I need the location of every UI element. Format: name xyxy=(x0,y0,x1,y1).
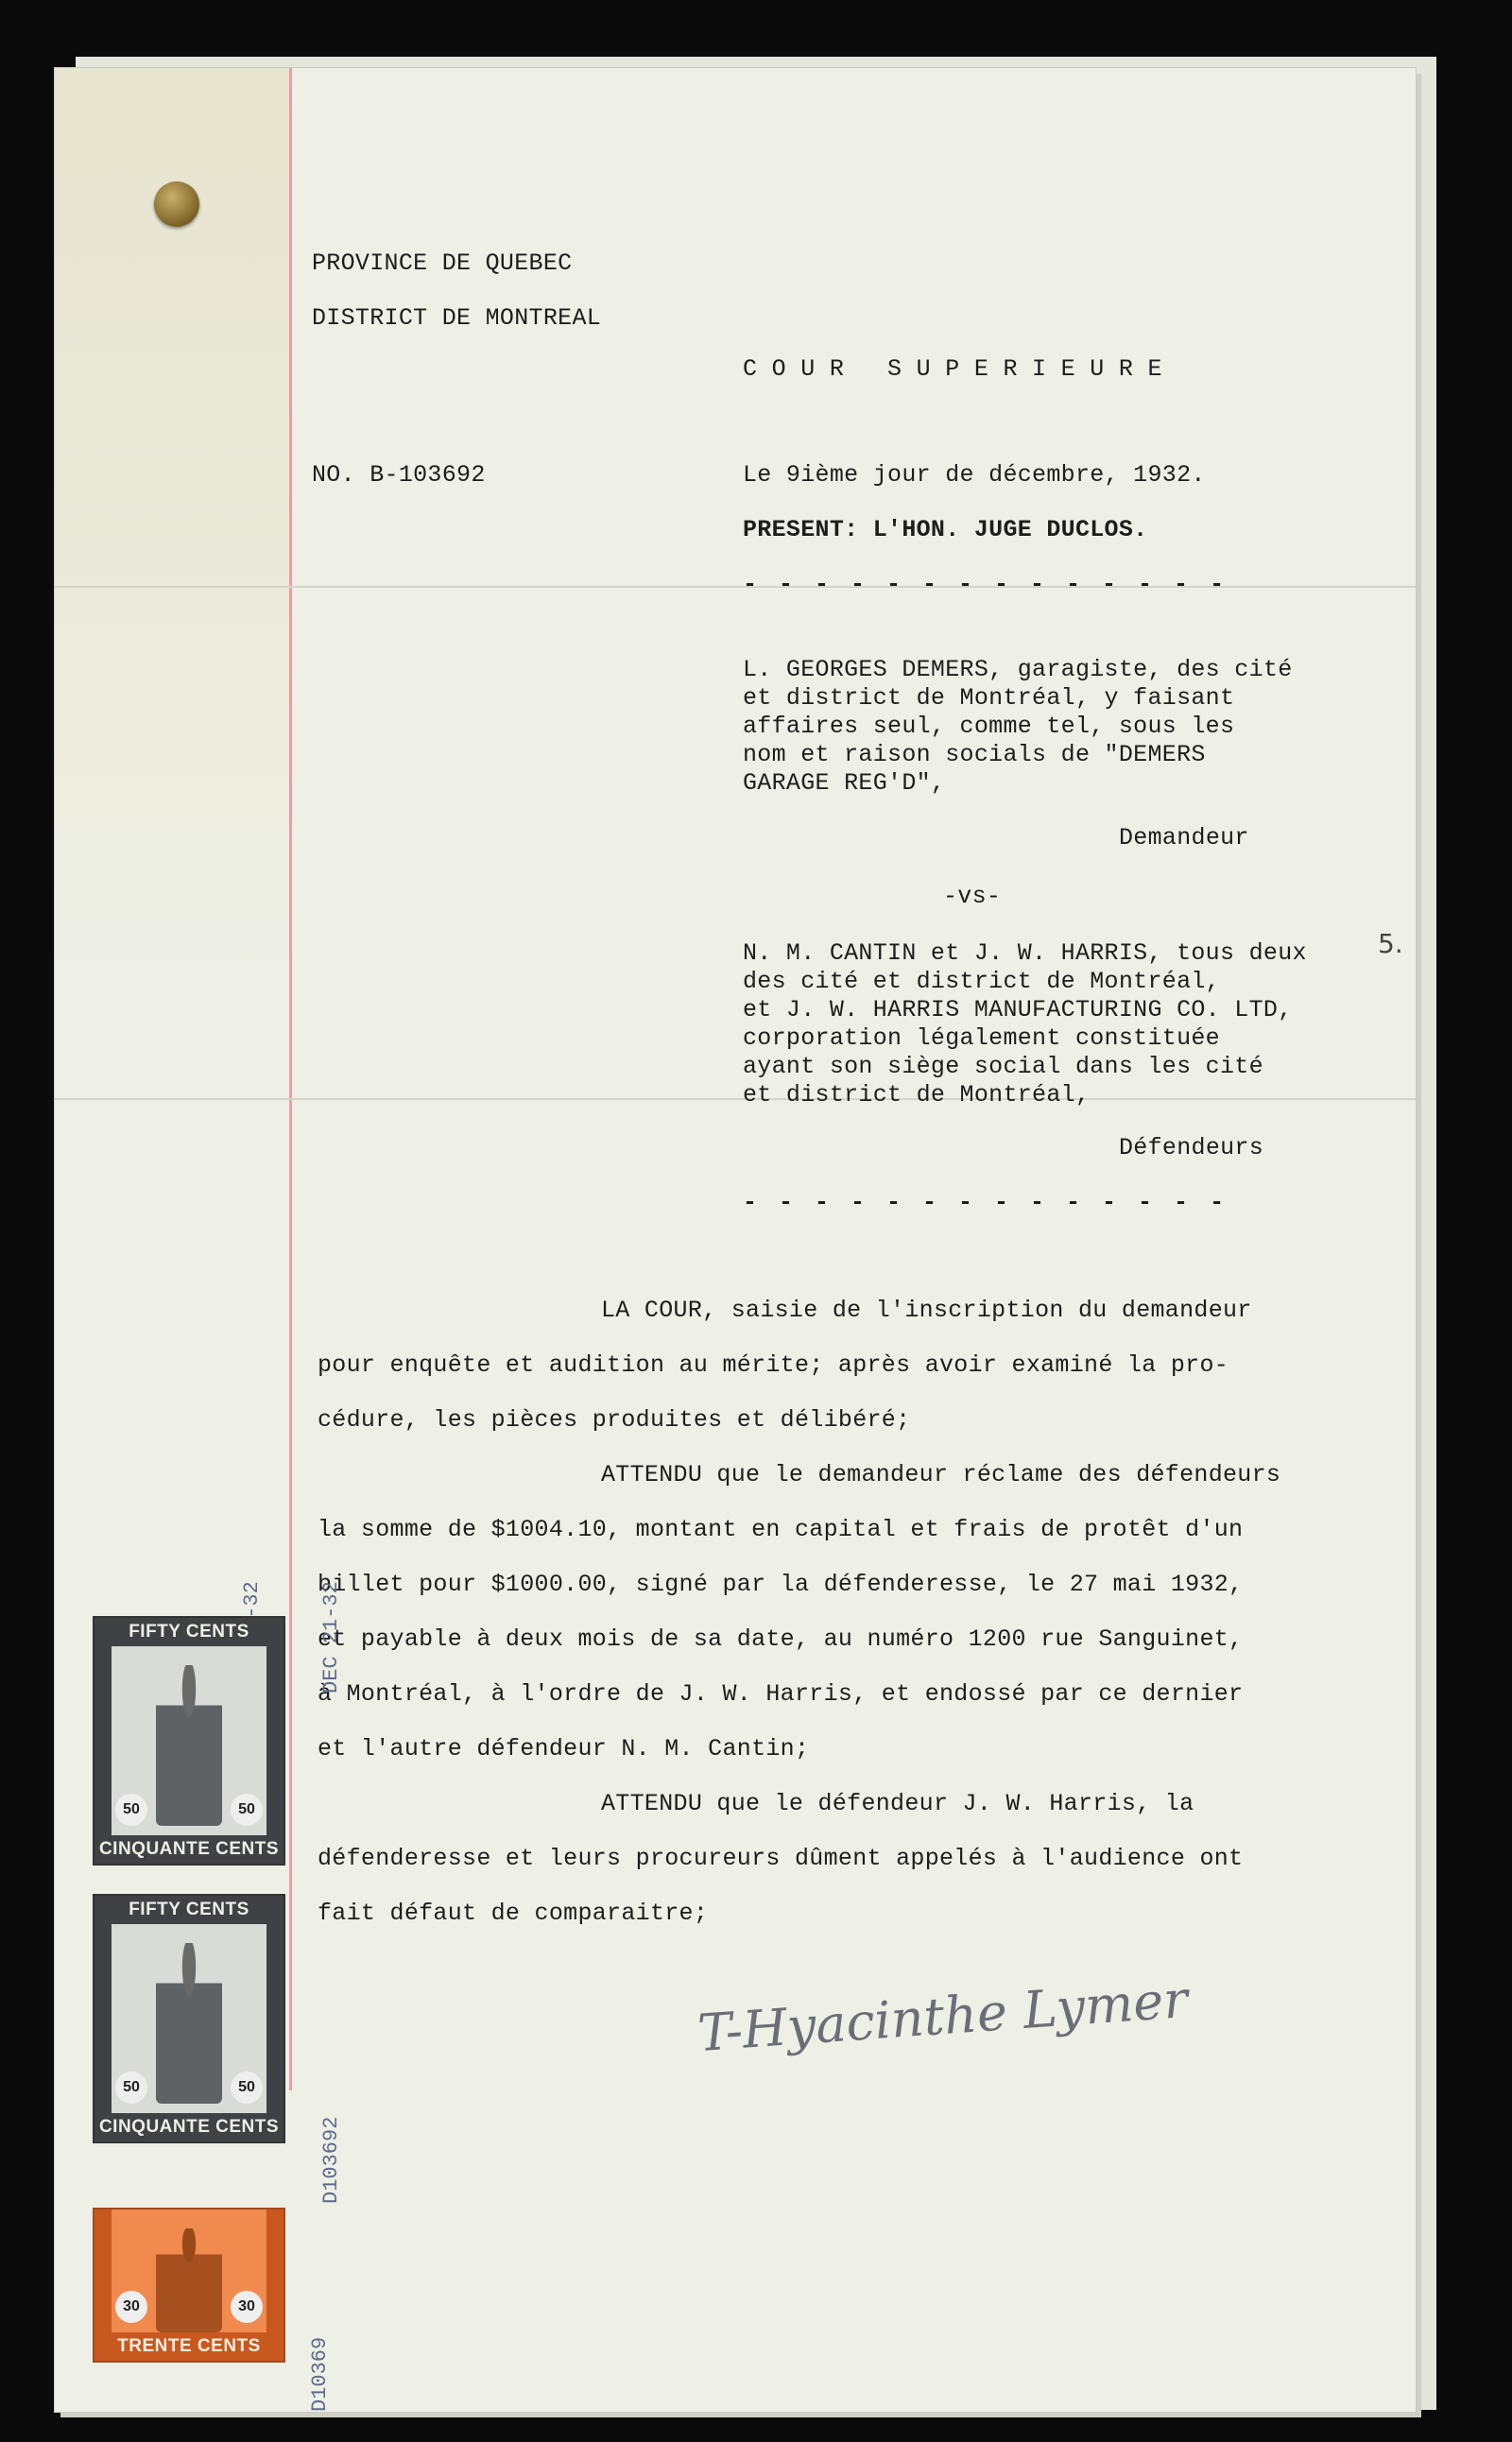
versus-label: -vs- xyxy=(943,883,1002,910)
defendant-line: corporation légalement constituée xyxy=(743,1024,1220,1052)
justice-figure-icon xyxy=(156,2228,222,2332)
judgment-date: Le 9ième jour de décembre, 1932. xyxy=(743,461,1206,489)
body-line: ATTENDU que le demandeur réclame des défendeurs xyxy=(601,1461,1281,1488)
court-title: C O U R S U P E R I E U R E xyxy=(743,355,1162,383)
body-line: cédure, les pièces produites et délibéré; xyxy=(318,1406,911,1434)
province-label: PROVINCE DE QUEBEC xyxy=(312,249,573,277)
stamp-design xyxy=(94,1646,284,1835)
stamp-value: 30 xyxy=(231,2291,263,2323)
stamp-value: 50 xyxy=(231,1794,263,1826)
stamp-value: 50 xyxy=(231,2072,263,2104)
stamp-value: 50 xyxy=(115,1794,147,1826)
justice-figure-icon xyxy=(156,1665,222,1826)
revenue-stamp-fifty-cents xyxy=(93,1616,285,1866)
stamp-bottom-label: TRENTE CENTS xyxy=(94,2332,284,2361)
brass-rivet xyxy=(154,181,199,227)
defendant-line: ayant son siège social dans les cité xyxy=(743,1053,1263,1080)
plaintiff-role: Demandeur xyxy=(1119,824,1249,851)
perforation-number: D10369 xyxy=(308,2336,332,2412)
defendant-line: N. M. CANTIN et J. W. HARRIS, tous deux xyxy=(743,939,1307,967)
red-margin-line xyxy=(289,68,292,2090)
stamp-value: 30 xyxy=(115,2291,147,2323)
body-line: fait défaut de comparaitre; xyxy=(318,1900,709,1927)
stamp-bottom-label: CINQUANTE CENTS xyxy=(94,1835,284,1864)
plaintiff-line: et district de Montréal, y faisant xyxy=(743,684,1235,712)
defendant-line: des cité et district de Montréal, xyxy=(743,968,1220,995)
body-line: billet pour $1000.00, signé par la défenderesse, le 27 mai 1932, xyxy=(318,1571,1244,1598)
revenue-stamp-trente-cents xyxy=(93,2208,285,2363)
defendant-line: et J. W. HARRIS MANUFACTURING CO. LTD, xyxy=(743,996,1293,1023)
stamp-top-label: FIFTY CENTS xyxy=(94,1618,284,1646)
stamp-design xyxy=(94,2210,284,2332)
defendant-line: et district de Montréal, xyxy=(743,1081,1091,1109)
body-line: et payable à deux mois de sa date, au numéro 1200 rue Sanguinet, xyxy=(318,1625,1244,1653)
stamp-design xyxy=(94,1924,284,2113)
judge-signature: T-Hyacinthe Lymer xyxy=(696,1969,1190,2064)
body-line: ATTENDU que le défendeur J. W. Harris, la xyxy=(601,1790,1194,1817)
fold-line xyxy=(55,1098,1416,1100)
body-line: défenderesse et leurs procureurs dûment appelés à l'audience ont xyxy=(318,1845,1244,1872)
pencil-margin-note: 5. xyxy=(1378,928,1403,959)
body-line: la somme de $1004.10, montant en capital et frais de protêt d'un xyxy=(318,1516,1244,1543)
body-line: à Montréal, à l'ordre de J. W. Harris, et endossé par ce dernier xyxy=(318,1680,1244,1708)
plaintiff-line: L. GEORGES DEMERS, garagiste, des cité xyxy=(743,656,1293,683)
justice-figure-icon xyxy=(156,1943,222,2104)
plaintiff-line: GARAGE REG'D", xyxy=(743,769,946,797)
defendant-role: Défendeurs xyxy=(1119,1134,1264,1161)
plaintiff-line: nom et raison socials de "DEMERS xyxy=(743,741,1206,768)
body-line: LA COUR, saisie de l'inscription du demandeur xyxy=(601,1297,1252,1324)
body-line: pour enquête et audition au mérite; après avoir examiné la pro- xyxy=(318,1351,1229,1379)
case-number: NO. B-103692 xyxy=(312,461,486,489)
stamp-top-label: FIFTY CENTS xyxy=(94,1896,284,1924)
district-label: DISTRICT DE MONTREAL xyxy=(312,304,602,332)
present-judge: PRESENT: L'HON. JUGE DUCLOS. xyxy=(743,516,1148,543)
separator-dashes: - - - - - - - - - - - - - - xyxy=(743,571,1228,598)
revenue-stamp-fifty-cents xyxy=(93,1894,285,2143)
perforation-number: D103692 xyxy=(319,2116,343,2204)
plaintiff-line: affaires seul, comme tel, sous les xyxy=(743,713,1235,740)
perforation-date: DEC 21-32 xyxy=(319,1581,343,1694)
stamp-value: 50 xyxy=(115,2072,147,2104)
body-line: et l'autre défendeur N. M. Cantin; xyxy=(318,1735,810,1763)
separator-dashes: - - - - - - - - - - - - - - xyxy=(743,1189,1228,1216)
stamp-bottom-label: CINQUANTE CENTS xyxy=(94,2113,284,2141)
